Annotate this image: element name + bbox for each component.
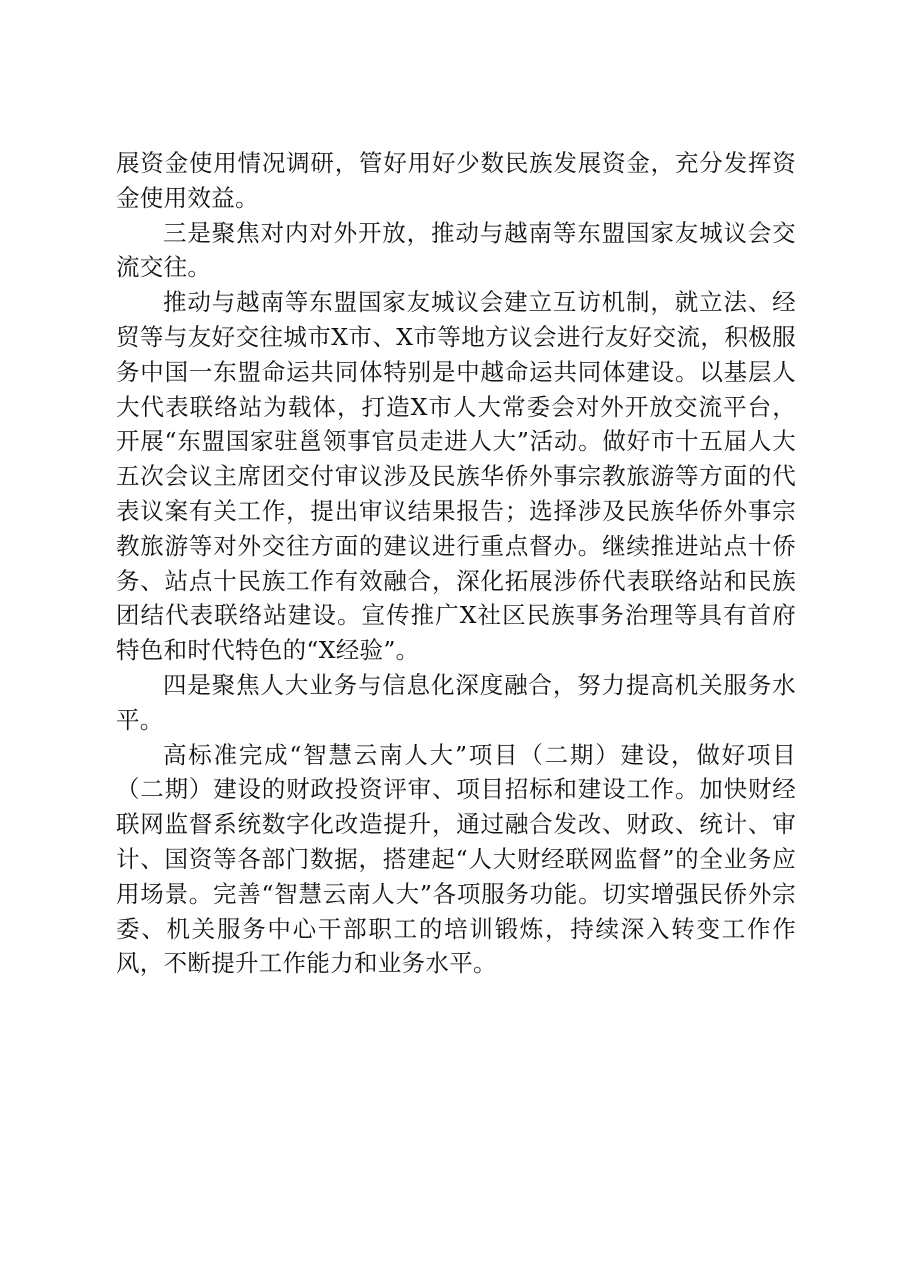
paragraph-informatization: 高标准完成“智慧云南人大”项目（二期）建设，做好项目（二期）建设的财政投资评审、项目招标和建设工作。加快财经联网监督系统数字化改造提升，通过融合发改、财政、统计、审计、国资等各部门数据，搭建起“人大财经联网监督”的全业务应用场景。完善“智慧云南人大”各项服务功能。切实增强民侨外宗委、机关服务中心干部职工的培训锻炼，持续深入转变工作作风，不断提升工作能力和业务水平。 <box>116 740 796 978</box>
paragraph-opening-exchange: 推动与越南等东盟国家友城议会建立互访机制，就立法、经贸等与友好交往城市X市、X市等地方议会进行友好交流，积极服务中国一东盟命运共同体特别是中越命运共同体建设。以基层人大代表联络站为载体，打造X市人大常委会对外开放交流平台，开展“东盟国家驻邕领事官员走进人大”活动。做好市十五届人大五次会议主席团交付审议涉及民族华侨外事宗教旅游等方面的代表议案有关工作，提出审议结果报告；选择涉及民族华侨外事宗教旅游等对外交往方面的建议进行重点督办。继续推进站点十侨务、站点十民族工作有效融合，深化拓展涉侨代表联络站和民族团结代表联络站建设。宣传推广X社区民族事务治理等具有首府特色和时代特色的“X经验”。 <box>116 288 796 665</box>
paragraph-continuation: 展资金使用情况调研，管好用好少数民族发展资金，充分发挥资金使用效益。 <box>116 149 796 212</box>
document-body <box>116 146 796 981</box>
section-heading-three: 三是聚焦对内对外开放，推动与越南等东盟国家友城议会交流交往。 <box>116 218 796 282</box>
section-heading-four: 四是聚焦人大业务与信息化深度融合，努力提高机关服务水平。 <box>116 670 796 734</box>
